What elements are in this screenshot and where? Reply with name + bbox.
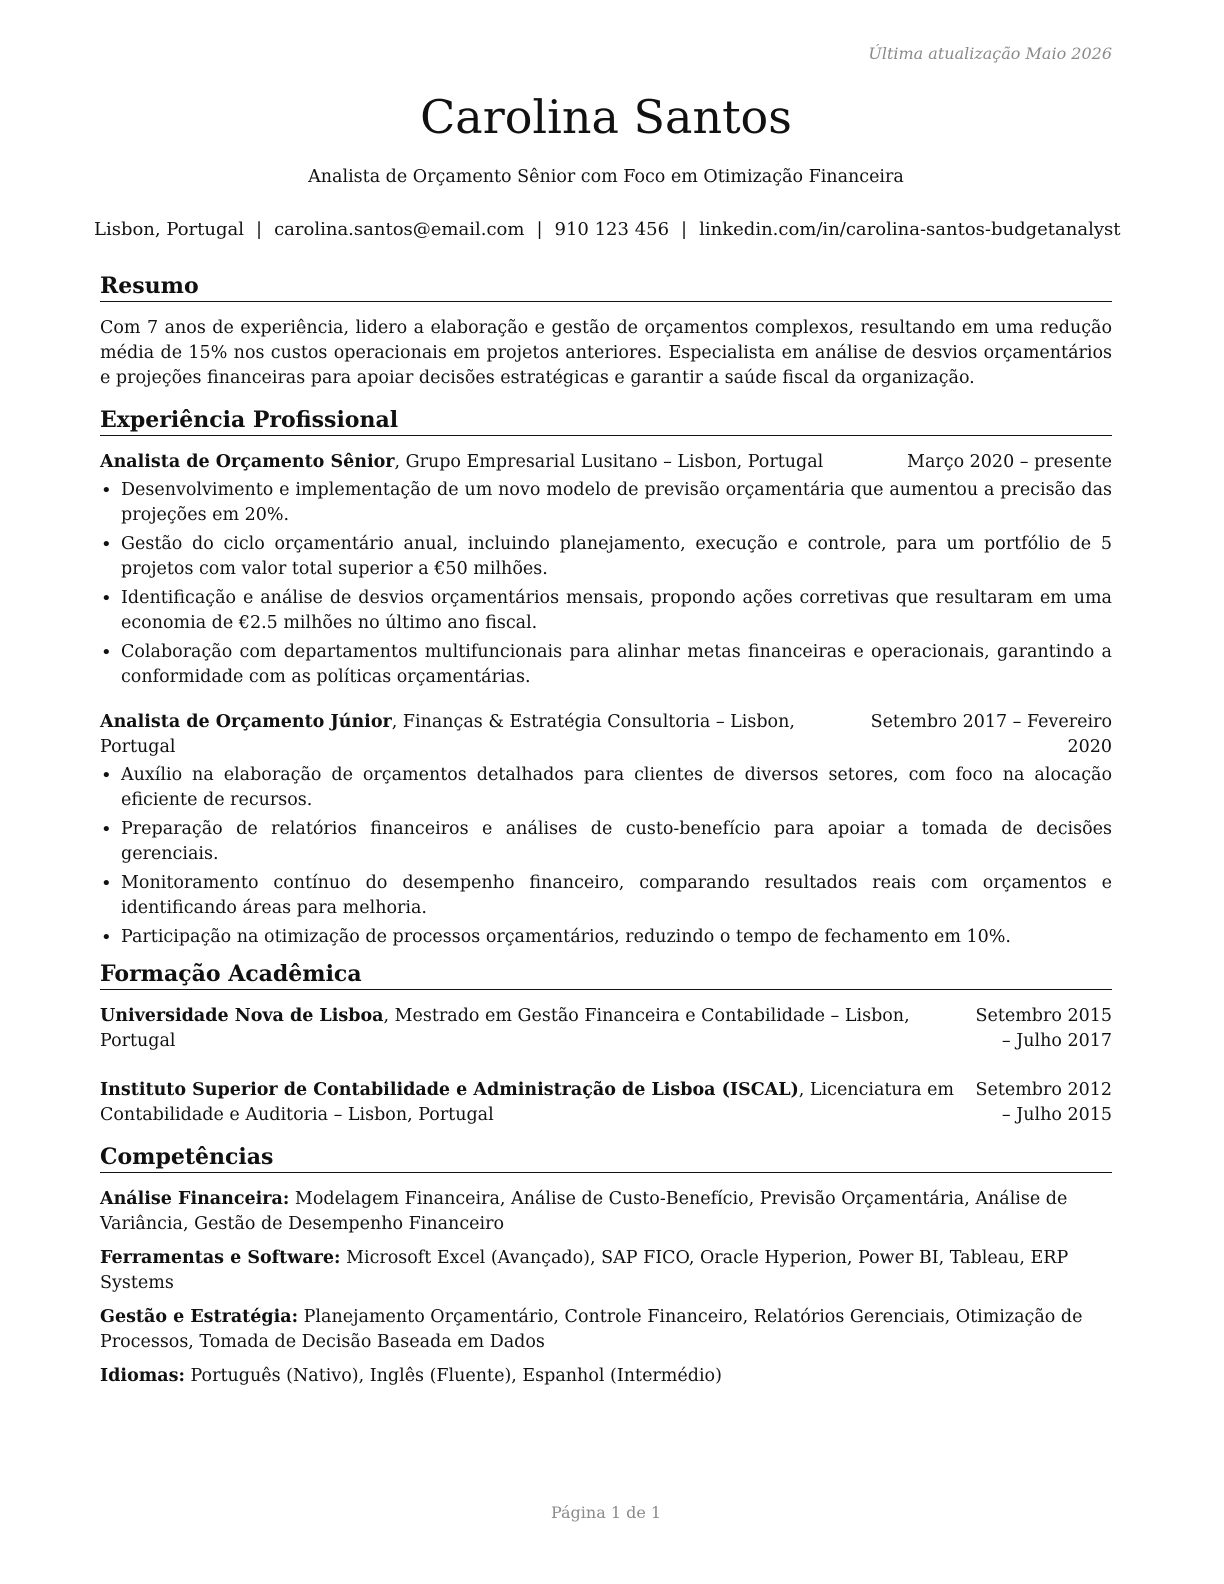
job-dates: Setembro 2017 – Fevereiro 2020 [870,712,1112,757]
job-bullet: • Colaboração com departamentos multifuncionais para alinhar metas financeiras e operacionais, garantindo a conformidade com as políticas orçamentárias. [100,640,1112,690]
skill-line [100,1305,1112,1355]
candidate-name: Carolina Santos [420,90,792,144]
contact-location: Lisbon, Portugal [94,219,245,240]
section-title-experience: Experiência Profissional [100,405,1112,436]
skill-label: Análise Financeira: [100,1189,290,1209]
experience-section [100,405,1112,954]
last-updated: Última atualização Maio 2026 [868,44,1112,63]
skill-label: Gestão e Estratégia: [100,1307,299,1327]
skill-value: Português (Nativo), Inglês (Fluente), Espanhol (Intermédio) [184,1366,722,1386]
summary-text: Com 7 anos de experiência, lidero a elaboração e gestão de orçamentos complexos, resultando em uma redução média de 15% nos custos operacionais em projetos anteriores. Especialista em análise de desvios orçamentários e projeções financeiras para apoiar decisões estratégicas e garantir a saúde fiscal da organização. [100,318,1112,388]
job-role: Analista de Orçamento Sênior [100,452,395,472]
contact-separator: | [681,219,688,240]
job-company: , Grupo Empresarial Lusitano – Lisbon, Portugal [394,452,824,472]
contact-line [94,219,1121,240]
job-bullets [100,478,1112,690]
contact-phone: 910 123 456 [554,219,670,240]
skill-value: Microsoft Excel (Avançado), SAP FICO, Oracle Hyperion, Power BI, Tableau, ERP Systems [100,1248,1069,1293]
skill-value: Modelagem Financeira, Análise de Custo-Benefício, Previsão Orçamentária, Análise de Variância, Gestão de Desempenho Financeiro [100,1189,1068,1234]
contact-separator: | [536,219,543,240]
job-bullet: • Monitoramento contínuo do desempenho financeiro, comparando resultados reais com orçamentos e identificando áreas para melhoria. [100,871,1112,921]
summary-section [100,271,1112,391]
education-dates: Setembro 2015 – Julho 2017 [975,1006,1112,1051]
education-dates: Setembro 2012 – Julho 2015 [975,1080,1112,1125]
job-bullets [100,763,1112,950]
skill-label: Ferramentas e Software: [100,1248,341,1268]
section-title-summary: Resumo [100,271,1112,302]
job-bullet: • Auxílio na elaboração de orçamentos detalhados para clientes de diversos setores, com foco na alocação eficiente de recursos. [100,763,1112,813]
skills-section [100,1142,1112,1398]
job-header [100,450,1112,475]
skill-line [100,1246,1112,1296]
education-entry [100,1078,1112,1128]
education-entry [100,1004,1112,1054]
skill-line [100,1187,1112,1237]
job-entry [100,710,1112,950]
job-company: , Finanças & Estratégia Consultoria – Lisbon, Portugal [100,712,795,757]
job-bullet: • Participação na otimização de processos orçamentários, reduzindo o tempo de fechamento em 10%. [100,925,1112,950]
job-dates: Março 2020 – presente [907,452,1112,472]
education-section [100,959,1112,1152]
job-entry [100,450,1112,690]
job-bullet: • Gestão do ciclo orçamentário anual, incluindo planejamento, execução e controle, para um portfólio de 5 projetos com valor total superior a €50 milhões. [100,532,1112,582]
page-number: Página 1 de 1 [550,1503,662,1522]
job-bullet: • Preparação de relatórios financeiros e análises de custo-benefício para apoiar a tomada de decisões gerenciais. [100,817,1112,867]
skill-line [100,1364,1112,1389]
job-bullet: • Identificação e análise de desvios orçamentários mensais, propondo ações corretivas que resultaram em uma economia de €2.5 milhões no último ano fiscal. [100,586,1112,636]
headline: Analista de Orçamento Sênior com Foco em Otimização Financeira [308,167,904,187]
education-detail: , Mestrado em Gestão Financeira e Contabilidade – Lisbon, Portugal [100,1006,910,1051]
resume-page [94,0,1121,1584]
section-title-skills: Competências [100,1142,1112,1173]
section-title-education: Formação Acadêmica [100,959,1112,990]
job-role: Analista de Orçamento Júnior [100,712,392,732]
education-detail: , Licenciatura em Contabilidade e Auditoria – Lisbon, Portugal [100,1080,955,1125]
job-header [100,710,1112,760]
contact-linkedin[interactable]: linkedin.com/in/carolina-santos-budgetanalyst [699,219,1121,240]
contact-email[interactable]: carolina.santos@email.com [274,219,525,240]
education-school: Instituto Superior de Contabilidade e Administração de Lisboa (ISCAL) [100,1080,799,1100]
skill-value: Planejamento Orçamentário, Controle Financeiro, Relatórios Gerenciais, Otimização de Processos, Tomada de Decisão Baseada em Dados [100,1307,1083,1352]
education-school: Universidade Nova de Lisboa [100,1006,384,1026]
job-bullet: • Desenvolvimento e implementação de um novo modelo de previsão orçamentária que aumentou a precisão das projeções em 20%. [100,478,1112,528]
contact-separator: | [256,219,263,240]
skill-label: Idiomas: [100,1366,185,1386]
